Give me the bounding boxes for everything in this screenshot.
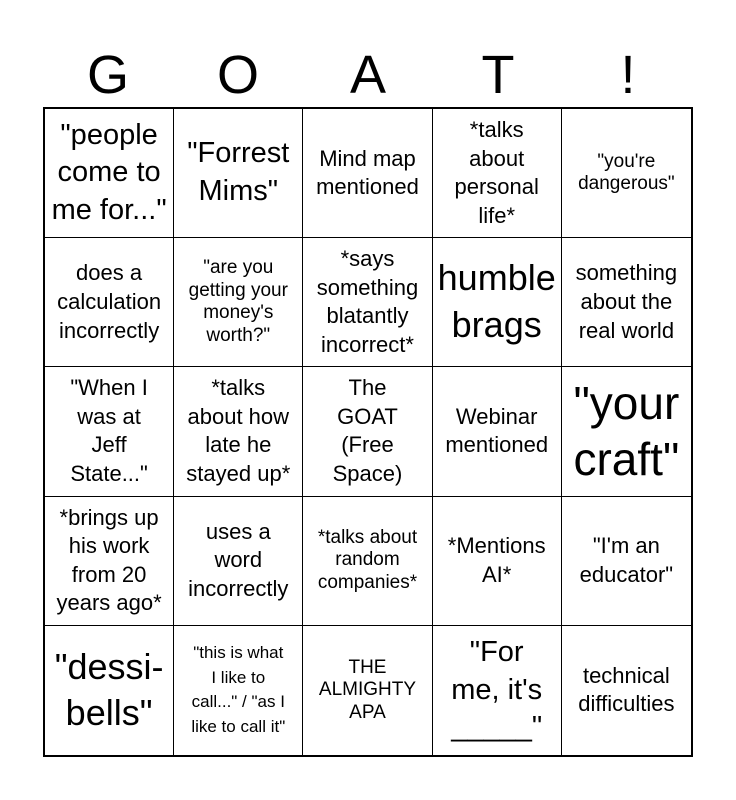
bingo-cell-r1-c4[interactable] [562, 238, 691, 367]
bingo-cell-text: "I'm an educator" [579, 533, 674, 587]
bingo-cell-r1-c0[interactable] [45, 238, 174, 367]
bingo-cell-text: "dessi- bells" [54, 645, 164, 734]
bingo-cell-text: "are you getting your money's worth?" [188, 257, 288, 346]
bingo-cell-text: "you're dangerous" [578, 150, 675, 195]
bingo-cell-r2-c0[interactable] [45, 367, 174, 496]
bingo-cell-text: *says something blatantly incorrect* [316, 246, 419, 357]
bingo-cell-text: "your craft" [573, 377, 680, 486]
header-letter-o: O [216, 45, 259, 105]
header-letter-g: G [86, 45, 129, 105]
bingo-cell-text: uses a word incorrectly [188, 518, 289, 601]
bingo-cell-r2-c1[interactable] [174, 367, 303, 496]
bingo-cell-text: *talks about personal life* [454, 116, 539, 228]
bingo-cell-text: *talks about how late he stayed up* [186, 375, 291, 487]
bingo-cell-text: THE ALMIGHTY APA [318, 656, 417, 723]
bingo-cell-text: *brings up his work from 20 years ago* [56, 504, 162, 616]
bingo-cell-text: *Mentions AI* [447, 533, 546, 587]
bingo-cell-r2-c3[interactable] [433, 367, 562, 496]
bingo-cell-r4-c1[interactable] [174, 626, 303, 755]
bingo-cell-text: "Forrest Mims" [187, 137, 290, 208]
bingo-cell-r1-c3[interactable] [433, 238, 562, 367]
bingo-cell-r2-c2[interactable] [303, 367, 432, 496]
bingo-cell-text: *talks about random companies* [317, 527, 418, 593]
bingo-cell-r0-c3[interactable] [433, 109, 562, 238]
bingo-cell-r4-c4[interactable] [562, 626, 691, 755]
bingo-cell-r4-c2[interactable] [303, 626, 432, 755]
bingo-header [43, 44, 693, 106]
bingo-cell-text: does a calculation incorrectly [57, 260, 162, 343]
bingo-cell-text: Mind map mentioned [316, 145, 419, 200]
bingo-cell-r0-c1[interactable] [174, 109, 303, 238]
bingo-cell-r1-c1[interactable] [174, 238, 303, 367]
bingo-cell-r2-c4[interactable] [562, 367, 691, 496]
bingo-cell-r0-c2[interactable] [303, 109, 432, 238]
bingo-cell-r1-c2[interactable] [303, 238, 432, 367]
bingo-cell-r3-c2[interactable] [303, 497, 432, 626]
bingo-cell-text: "When I was at Jeff State..." [70, 375, 148, 487]
bingo-cell-text: "this is what I like to call..." / "as I like to call it" [191, 643, 286, 737]
bingo-cell-text: Webinar mentioned [445, 403, 549, 458]
bingo-grid [43, 107, 693, 757]
bingo-cell-r0-c0[interactable] [45, 109, 174, 238]
bingo-cell-r3-c3[interactable] [433, 497, 562, 626]
bingo-cell-r3-c0[interactable] [45, 497, 174, 626]
bingo-cell-r3-c4[interactable] [562, 497, 691, 626]
bingo-cell-r3-c1[interactable] [174, 497, 303, 626]
bingo-cell-text: "people come to me for..." [51, 118, 167, 226]
header-letter-t: T [481, 45, 515, 105]
header-letter-exclamation: ! [620, 45, 636, 105]
bingo-cell-text: something about the real world [575, 260, 678, 343]
bingo-cell-r4-c3[interactable] [433, 626, 562, 755]
bingo-cell-text: The GOAT (Free Space) [332, 375, 403, 487]
header-letter-a: A [349, 45, 387, 105]
bingo-cell-text: technical difficulties [578, 662, 675, 717]
bingo-cell-text: "For me, it's _____" [451, 635, 543, 744]
bingo-cell-r0-c4[interactable] [562, 109, 691, 238]
bingo-cell-text: humble brags [437, 257, 556, 346]
bingo-cell-r4-c0[interactable] [45, 626, 174, 755]
